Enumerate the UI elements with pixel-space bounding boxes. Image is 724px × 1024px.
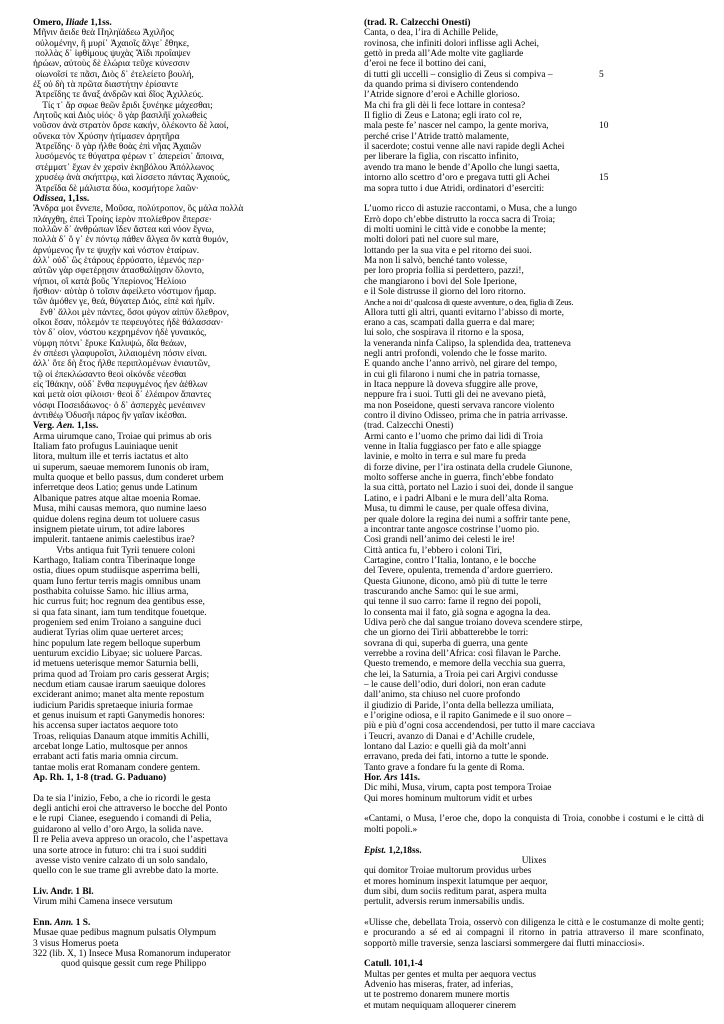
translation-line bbox=[364, 39, 704, 49]
verse-line: ἀρνύμενος ἥν τε ψυχὴν καὶ νόστον ἑταίρων. bbox=[33, 245, 200, 256]
translation-line: lottando per la sua vita e pel ritorno dei suoi. bbox=[364, 245, 532, 256]
verse-line: errabant acti fatis maria omnia circum. bbox=[33, 752, 179, 763]
verse-line: 322 (lib. X, 1) Insece Musa Romanorum induperator bbox=[33, 948, 231, 959]
translation-line: (trad. Calzecchi Onesti) bbox=[364, 421, 454, 432]
horace-epistle-latin-text bbox=[364, 866, 704, 907]
verse-line: dum sibi, dum sociis reditum parat, aspera multa bbox=[364, 886, 547, 897]
translation-line: molto sofferse anche in guerra, finch’ebbe fondato bbox=[364, 473, 554, 484]
translation-line: trascurando anche Samo: qui le sue armi, bbox=[364, 586, 519, 597]
line-number: 10 bbox=[599, 121, 609, 132]
homer-iliad-greek-text bbox=[33, 28, 363, 194]
translation-line: degli antichi eroi che attraverso le bocche del Ponto bbox=[33, 804, 228, 815]
verse-line: hinc populum late regem belloque superbum bbox=[33, 638, 201, 649]
verse-line: his accensa super iactatos aequore toto bbox=[33, 721, 178, 732]
verse-line: οἰωνοῖσί τε πᾶσι, Διὸς δ᾽ ἐτελείετο βουλή, bbox=[33, 69, 194, 80]
translation-line: Ma non li salvò, benché tanto volesse, bbox=[364, 255, 508, 266]
translation-line: più e più d’ogni cosa accendendosi, per tutto il mare cacciava bbox=[364, 721, 595, 732]
iliad-translation-text bbox=[364, 28, 704, 194]
translation-line: Armi canto e l’uomo che primo dai lidi di Troia bbox=[364, 431, 543, 442]
translation-line: Allora tutti gli altri, quanti evitarno l’abisso di morte, bbox=[364, 307, 564, 318]
translation-line: che un giorno dei Tirii abbatterebbe le torri: bbox=[364, 628, 529, 639]
verse-line: multa quoque et bello passus, dum conderet urbem bbox=[33, 473, 224, 484]
apollonius-heading: Ap. Rh. 1, 1-8 (trad. G. Paduano) bbox=[33, 773, 167, 784]
translation-line bbox=[364, 28, 704, 38]
translation-line: ma non Poseidone, questi servava rancore violento bbox=[364, 400, 555, 411]
translation-line: Udiva però che dal sangue troiano doveva scendere stirpe, bbox=[364, 617, 583, 628]
translation-line: negli antri profondi, volendo che le fosse marito. bbox=[364, 349, 548, 359]
translation-line: verrebbe a rovina dell’Africa: così filavan le Parche. bbox=[364, 648, 561, 659]
verse-line: ἀλλ᾽ ὅτε δὴ ἔτος ἦλθε περιπλομένων ἐνιαυτῶν, bbox=[33, 359, 211, 370]
verse-line: Arma uirumque cano, Troiae qui primus ab oris bbox=[33, 431, 212, 442]
verse-line: insignem pietate uirum, tot adire labores bbox=[33, 524, 185, 535]
translation-line bbox=[364, 111, 704, 121]
translation-line-text: Ma chi fra gli dèi li fece lottare in contesa? bbox=[364, 100, 526, 111]
translation-line bbox=[364, 101, 704, 111]
translation-line: Così grandi nell’animo dei celesti le ire! bbox=[364, 535, 515, 546]
translation-line: di molti uomini le città vide e conobbe la mente; bbox=[364, 224, 546, 235]
translation-line bbox=[364, 152, 704, 162]
odyssey-translation-condensed-line: Anche a noi di’ qualcosa di queste avventure, o dea, figlia di Zeus. bbox=[364, 297, 574, 308]
horace-ars-heading: Hor. Ars 141s. bbox=[364, 773, 420, 784]
calzecchi-heading: (trad. R. Calzecchi Onesti) bbox=[364, 18, 471, 28]
translation-line bbox=[364, 80, 704, 90]
verse-line: Dic mihi, Musa, virum, capta post tempora Troiae bbox=[364, 783, 552, 794]
homer-odyssey-heading: Odissea, 1,1ss. bbox=[33, 193, 90, 204]
translation-line: Tanto grave a fondare fu la gente di Roma. bbox=[364, 762, 525, 773]
spacer bbox=[33, 908, 363, 918]
odyssey-translation-text bbox=[364, 204, 704, 297]
translation-line: e il Sole distrusse il giorno del loro ritorno. bbox=[364, 286, 526, 297]
line-number: 15 bbox=[599, 173, 609, 184]
verse-line: λυσόμενός τε θύγατρα φέρων τ᾽ ἀπερείσι᾽ ἄποινα, bbox=[33, 152, 225, 163]
translation-line: Errò dopo ch’ebbe distrutto la rocca sacra di Troia; bbox=[364, 214, 556, 225]
translation-line: lo consenta mai il fato, già sogna e agogna la dea. bbox=[364, 607, 551, 618]
vergil-aeneid-latin-text bbox=[33, 432, 363, 773]
translation-line-text: rovinosa, che infiniti dolori inflisse agli Achei, bbox=[364, 38, 539, 49]
right-column bbox=[364, 18, 704, 1011]
catullus-heading: Catull. 101,1-4 bbox=[364, 959, 423, 970]
epistle-ulixes-line: Ulixes bbox=[521, 855, 547, 866]
ennius-text bbox=[33, 928, 363, 969]
verse-line: πολλῶν δ᾽ ἀνθρώπων ἴδεν ἄστεα καὶ νόον ἔγνω, bbox=[33, 224, 214, 235]
translation-line: erano a cas, scampati dalla guerra e dal mare; bbox=[364, 317, 535, 328]
horace-ars-latin-text bbox=[364, 783, 704, 804]
translation-line-text: da quando prima si divisero contendendo bbox=[364, 80, 519, 91]
verse-line: Ἀτρεΐδης τε ἄναξ ἀνδρῶν καὶ δῖος Ἀχιλλεύς. bbox=[33, 90, 204, 101]
spacer bbox=[33, 783, 363, 793]
verse-line: Italiam fato profugus Lauiniaque uenit bbox=[33, 442, 178, 453]
homer-iliad-heading: Omero, Iliade 1,1ss. bbox=[33, 18, 112, 28]
translation-line: avesse visto venire calzato di un solo sandalo, bbox=[33, 855, 208, 866]
verse-line: Multas per gentes et multa per aequora vectus bbox=[364, 969, 537, 980]
vergil-aeneid-heading: Verg. Aen. 1,1ss. bbox=[33, 421, 99, 432]
verse-line: audierat Tyrias olim quae uerteret arces; bbox=[33, 628, 184, 639]
translation-line bbox=[364, 90, 704, 100]
livius-text: Virum mihi Camena insece versutum bbox=[33, 897, 173, 908]
verse-line: pertulit, adversis rerum inmersabilis undis. bbox=[364, 897, 525, 908]
translation-line: molti dolori patì nel cuore sul mare, bbox=[364, 235, 499, 246]
verse-line: αὐτῶν γὰρ σφετέρῃσιν ἀτασθαλίῃσιν ὄλοντο, bbox=[33, 266, 205, 277]
verse-line: Musa, mihi causas memora, quo numine laeso bbox=[33, 504, 207, 515]
translation-line: Latino, e i padri Albani e le mura dell’alta Roma. bbox=[364, 493, 549, 504]
translation-line: venne in Italia fuggiasco per fato e alle spiagge bbox=[364, 442, 542, 453]
verse-line: iudicium Paridis spretaeque iniuria formae bbox=[33, 700, 193, 711]
verse-line: qui domitor Troiae multorum providus urbes bbox=[364, 866, 532, 877]
translation-line-text: mala peste fe’ nascer nel campo, la gente moriva, bbox=[364, 121, 549, 132]
verse-line: πολλὰ δ᾽ ὅ γ᾽ ἐν πόντῳ πάθεν ἄλγεα ὃν κατὰ θυμόν, bbox=[33, 235, 229, 246]
verse-line: arcebat longe Latio, multosque per annos bbox=[33, 742, 188, 753]
verse-line: στέμματ᾽ ἔχων ἐν χερσὶν ἑκηβόλου Ἀπόλλωνος bbox=[33, 162, 214, 173]
left-column bbox=[33, 18, 363, 970]
verse-line: Vrbs antiqua fuit Tyrii tenuere coloni bbox=[33, 545, 196, 556]
verse-line: quidue dolens regina deum tot uoluere casus bbox=[33, 514, 200, 525]
translation-line: Musa, tu dimmi le cause, per quale offesa divina, bbox=[364, 504, 549, 515]
verse-line: πλάγχθη, ἐπεὶ Τροίης ἱερὸν πτολίεθρον ἔπερσε· bbox=[33, 214, 212, 225]
verse-line: Troas, reliquias Danaum atque immitis Achilli, bbox=[33, 731, 209, 742]
translation-line-text: intorno allo scettro d’oro e pregava tutti gli Achei bbox=[364, 173, 550, 184]
verse-line: Τίς τ᾽ ἄρ σφωε θεῶν ἔριδι ξυνέηκε μάχεσθαι; bbox=[33, 100, 213, 111]
translation-line bbox=[364, 163, 704, 173]
verse-line: et mutam nequiquam alloquerer cinerem bbox=[364, 1000, 517, 1011]
translation-line: lavinie, e molto in terra e sul mare fu preda bbox=[364, 452, 526, 463]
translation-line: L’uomo ricco di astuzie raccontami, o Musa, che a lungo bbox=[364, 204, 577, 215]
verse-line: quam Iuno fertur terris magis omnibus unam bbox=[33, 576, 201, 587]
verse-line: οὕνεκα τὸν Χρύσην ἠτίμασεν ἀρητῆρα bbox=[33, 131, 180, 142]
translation-line: Il re Pelia aveva appreso un oracolo, che l’aspettava bbox=[33, 835, 228, 846]
translation-line-text: Canta, o dea, l’ira di Achille Pelide, bbox=[364, 28, 499, 39]
verse-line: quod quisque gessit cum rege Philippo bbox=[33, 959, 207, 970]
horace-ars-translation: «Cantami, o Musa, l’eroe che, dopo la conquista di Troia, conobbe i costumi e le città di molti popoli.» bbox=[364, 814, 704, 835]
translation-line-text: perché crise l’Atride trattò malamente, bbox=[364, 131, 509, 142]
verse-line: ἔνθ᾽ ἄλλοι μὲν πάντες, ὅσοι φύγον αἰπὺν ὄλεθρον, bbox=[33, 307, 230, 318]
spacer bbox=[364, 908, 704, 918]
translation-line: il giudizio di Paride, l’onta della bellezza umiliata, bbox=[364, 700, 554, 711]
translation-line: per loro propria follia si perdettero, pazzi!, bbox=[364, 266, 524, 277]
translation-line-text: d’eroi ne fece il bottino dei cani, bbox=[364, 59, 487, 70]
translation-line-text: gettò in preda all’Ade molte vite gagliarde bbox=[364, 49, 524, 60]
homer-odyssey-greek-text bbox=[33, 204, 363, 421]
horace-epistle-heading: Epist. 1,2,18ss. bbox=[364, 845, 422, 856]
verse-line: χρυσέῳ ἀνὰ σκήπτρῳ, καὶ λίσσετο πάντας Ἀχαιούς, bbox=[33, 173, 230, 184]
verse-line: inferretque deos Latio; genus unde Latinum bbox=[33, 483, 198, 494]
spacer bbox=[364, 835, 704, 845]
ennius-heading: Enn. Ann. 1 S. bbox=[33, 917, 91, 928]
verse-line: ostia, diues opum studiisque asperrima belli, bbox=[33, 566, 200, 577]
verse-line: ἤσθιον· αὐτὰρ ὁ τοῖσιν ἀφείλετο νόστιμον ἦμαρ. bbox=[33, 286, 217, 297]
translation-line: del Tevere, opulenta, tremenda d’ardore guerriero. bbox=[364, 566, 553, 577]
translation-line: contro il divino Odisseo, prima che in patria arrivasse. bbox=[364, 411, 568, 422]
translation-line: e le rupi Cianee, eseguendo i comandi di Pelia, bbox=[33, 814, 212, 825]
translation-line: Questo tremendo, e memore della vecchia sua guerra, bbox=[364, 659, 566, 670]
translation-line: neppure fra i suoi. Tutti gli dei ne avevano pietà, bbox=[364, 390, 546, 401]
translation-line: i Teucri, avanzo di Danai e d’Achille crudele, bbox=[364, 731, 535, 742]
translation-line: e l’origine odiosa, e il rapito Ganimede e il suo onore – bbox=[364, 711, 572, 722]
verse-line: et genus inuisum et rapti Ganymedis honores: bbox=[33, 711, 205, 722]
livius-heading: Liv. Andr. 1 Bl. bbox=[33, 886, 94, 897]
verse-line: τῷ οἱ ἐπεκλώσαντο θεοὶ οἶκόνδε νέεσθαι bbox=[33, 369, 187, 380]
translation-line: in Itaca neppure là doveva sfuggire alle prove, bbox=[364, 380, 538, 391]
translation-line: lui solo, che sospirava il ritorno e la sposa, bbox=[364, 328, 524, 339]
translation-line: qui tenne il suo carro: farne il regno dei popoli, bbox=[364, 597, 542, 608]
verse-line: ἡρώων, αὐτοὺς δὲ ἑλώρια τεῦχε κύνεσσιν bbox=[33, 59, 190, 70]
translation-line: erravano, preda dei fati, intorno a tutte le sponde. bbox=[364, 752, 549, 763]
verse-line: hic currus fuit; hoc regnum dea gentibus esse, bbox=[33, 597, 205, 608]
translation-line bbox=[364, 142, 704, 152]
spacer bbox=[364, 949, 704, 959]
verse-line: Λητοῦς καὶ Διὸς υἱός· ὃ γὰρ βασιλῆϊ χολωθεὶς bbox=[33, 111, 207, 122]
translation-line bbox=[364, 184, 704, 194]
translation-line: Città antica fu, l’ebbero i coloni Tiri, bbox=[364, 545, 502, 556]
translation-line bbox=[364, 70, 704, 80]
verse-line: οὐλομένην, ἣ μυρί᾽ Ἀχαιοῖς ἄλγε᾽ ἔθηκε, bbox=[33, 38, 190, 49]
verse-line: νήπιοι, οἳ κατὰ βοῦς Ὑπερίονος Ἠελίοιο bbox=[33, 276, 187, 287]
verse-line: Albanique patres atque altae moenia Romae. bbox=[33, 493, 201, 504]
verse-line: καὶ μετὰ οἷσι φίλοισι· θεοὶ δ᾽ ἐλέαιρον ἅπαντες bbox=[33, 390, 212, 401]
translation-line: che mangiarono i bovi del Sole Iperione, bbox=[364, 276, 517, 287]
translation-line: guidarono al vello d’oro Argo, la solida nave. bbox=[33, 824, 204, 835]
verse-line: prima quod ad Troiam pro caris gesserat Argis; bbox=[33, 669, 210, 680]
translation-line-text: il sacerdote; costui venne alle navi rapide degli Achei bbox=[364, 142, 565, 153]
translation-line bbox=[364, 59, 704, 69]
translation-line bbox=[364, 132, 704, 142]
translation-line-text: l’Atride signore d’eroi e Achille glorioso. bbox=[364, 90, 520, 101]
translation-line-text: avendo tra mano le bende d’Apollo che lungi saetta, bbox=[364, 162, 560, 173]
spacer bbox=[33, 877, 363, 887]
translation-line: per quale dolore la regina dei numi a soffrir tante pene, bbox=[364, 514, 571, 525]
translation-line: dall’animo, sta chiuso nel cuore profondo bbox=[364, 690, 521, 701]
translation-line: sovrana di qui, superba di guerra, una gente bbox=[364, 638, 528, 649]
verse-line: litora, multum ille et terris iactatus et alto bbox=[33, 452, 189, 463]
spacer bbox=[364, 194, 704, 204]
translation-line: – le cause dell’odio, duri dolori, non eran cadute bbox=[364, 680, 546, 690]
verse-line: πολλὰς δ᾽ ἰφθίμους ψυχὰς Ἄϊδι προΐαψεν bbox=[33, 49, 191, 60]
verse-line: uenturum excidio Libyae; sic uoluere Parcas. bbox=[33, 648, 203, 659]
translation-line: Cartagine, contro l’Italia, lontano, e le bocche bbox=[364, 555, 537, 566]
translation-line-text: ma sopra tutto i due Atridi, ordinatori d’eserciti: bbox=[364, 183, 545, 194]
translation-line-text: Il figlio di Zeus e Latona; egli irato col re, bbox=[364, 111, 522, 122]
translation-line-text: di tutti gli uccelli – consiglio di Zeus si compiva – bbox=[364, 69, 553, 80]
verse-line: si qua fata sinant, iam tum tenditque fouetque. bbox=[33, 607, 207, 618]
translation-line: Da te sia l’inizio, Febo, a che io ricordi le gesta bbox=[33, 793, 211, 804]
verse-line: εἰς Ἰθάκην, οὐδ᾽ ἔνθα πεφυγμένος ἦεν ἀέθλων bbox=[33, 380, 208, 391]
translation-line: la veneranda ninfa Calipso, la splendida dea, tratteneva bbox=[364, 338, 571, 349]
translation-line: lontano dal Lazio: e quelli già da molt’anni bbox=[364, 742, 527, 753]
translation-line: in cui gli filarono i numi che in patria tornasse, bbox=[364, 369, 540, 380]
verse-line: 3 visus Homerus poeta bbox=[33, 938, 119, 949]
translation-line: a incontrar tante angosce costrinse l’uomo pio. bbox=[364, 524, 540, 535]
verse-line: Advenio has miseras, frater, ad inferias, bbox=[364, 979, 514, 990]
translation-line: che lei, la Saturnia, a Troia pei cari Argivi condusse bbox=[364, 669, 558, 680]
verse-line: Musae quae pedibus magnum pulsatis Olympum bbox=[33, 928, 217, 939]
verse-line: Ἄνδρα μοι ἔννεπε, Μοῦσα, πολύτροπον, ὃς μάλα πολλὰ bbox=[33, 204, 244, 215]
translation-line: una sorte atroce in futuro: chi tra i suoi sudditi bbox=[33, 845, 207, 856]
horace-epistle-translation: «Ulisse che, debellata Troia, osservò con diligenza le città e le costumanze di molte genti; e procurando a sé ed ai compagni il ritorno in patria attraverso il mare sconfinato, sopportò mille traversie, senza lasciarsi sommergere dai flutti minacciosi». bbox=[364, 917, 704, 949]
translation-line-text: per liberare la figlia, con riscatto infinito, bbox=[364, 152, 519, 163]
verse-line: ἀλλ᾽ οὐδ᾽ ὣς ἑτάρους ἐρρύσατο, ἱέμενός περ· bbox=[33, 255, 205, 266]
verse-line: Μῆνιν ἄειδε θεὰ Πηληϊάδεω Ἀχιλῆος bbox=[33, 28, 174, 39]
translation-line: quello con le sue trame gli avrebbe dato la morte. bbox=[33, 866, 219, 877]
translation-line bbox=[364, 49, 704, 59]
verse-line: ui superum, saeuae memorem Iunonis ob iram, bbox=[33, 462, 209, 473]
verse-line: ut te postremo donarem munere mortis bbox=[364, 990, 510, 1001]
verse-line: et mores hominum inspexit latumque per aequor, bbox=[364, 876, 548, 887]
verse-line: id metuens ueterisque memor Saturnia belli, bbox=[33, 659, 199, 670]
verse-line: ἐξ οὗ δὴ τὰ πρῶτα διαστήτην ἐρίσαντε bbox=[33, 80, 179, 91]
aeneid-translation-text bbox=[364, 432, 704, 773]
odyssey-translation-text-continued bbox=[364, 308, 704, 432]
verse-line: exciderant animo; manet alta mente repostum bbox=[33, 690, 205, 701]
verse-line: τὸν δ᾽ οἶον, νόστου κεχρημένον ἠδὲ γυναικός, bbox=[33, 328, 207, 339]
verse-line: νύμφη πότνι᾽ ἔρυκε Καλυψώ, δῖα θεάων, bbox=[33, 338, 187, 349]
translation-line bbox=[364, 173, 704, 183]
translation-line: E quando anche l’anno arrivò, nel girare del tempo, bbox=[364, 359, 558, 370]
translation-line bbox=[364, 121, 704, 131]
translation-line: di forze divine, per l’ira ostinata della crudele Giunone, bbox=[364, 462, 573, 473]
verse-line: Ἀτρεΐδης· ὃ γὰρ ἦλθε θοὰς ἐπὶ νῆας Ἀχαιῶν bbox=[33, 142, 202, 153]
verse-line: Ἀτρεΐδα δὲ μάλιστα δύω, κοσμήτορε λαῶν· bbox=[33, 183, 199, 194]
verse-line: impulerit. tantaene animis caelestibus irae? bbox=[33, 535, 195, 546]
verse-line: τῶν ἁμόθεν γε, θεά, θύγατερ Διός, εἰπὲ καὶ ἡμῖν. bbox=[33, 297, 215, 308]
verse-line: οἴκοι ἔσαν, πόλεμόν τε πεφευγότες ἠδὲ θάλασσαν· bbox=[33, 317, 224, 328]
verse-line: necdum etiam causae irarum saeuique dolores bbox=[33, 680, 206, 690]
apollonius-translation-text bbox=[33, 794, 363, 877]
verse-line: ἀντιθέῳ Ὀδυσῆι πάρος ἣν γαῖαν ἱκέσθαι. bbox=[33, 411, 187, 422]
verse-line: progeniem sed enim Troiano a sanguine duci bbox=[33, 617, 202, 628]
verse-line: ἐν σπέεσι γλαφυροῖσι, λιλαιομένη πόσιν εἶναι. bbox=[33, 349, 208, 359]
line-number: 5 bbox=[599, 69, 604, 80]
verse-line: νοῦσον ἀνὰ στρατὸν ὄρσε κακήν, ὀλέκοντο δὲ λαοί, bbox=[33, 121, 229, 132]
translation-line: la sua città, portato nel Lazio i suoi dei, donde il sangue bbox=[364, 483, 574, 494]
verse-line: Karthago, Italiam contra Tiberinaque longe bbox=[33, 555, 196, 566]
catullus-latin-text bbox=[364, 970, 704, 1011]
verse-line: Qui mores hominum multorum vidit et urbes bbox=[364, 793, 533, 804]
spacer bbox=[364, 804, 704, 814]
verse-line: posthabita coluisse Samo. hic illius arma, bbox=[33, 586, 189, 597]
verse-line: tantae molis erat Romanam condere gentem. bbox=[33, 762, 201, 773]
verse-line: νόσφι Ποσειδάωνος· ὁ δ᾽ ἀσπερχὲς μενέαινεν bbox=[33, 400, 206, 411]
translation-line: Questa Giunone, dicono, amò più di tutte le terre bbox=[364, 576, 548, 587]
